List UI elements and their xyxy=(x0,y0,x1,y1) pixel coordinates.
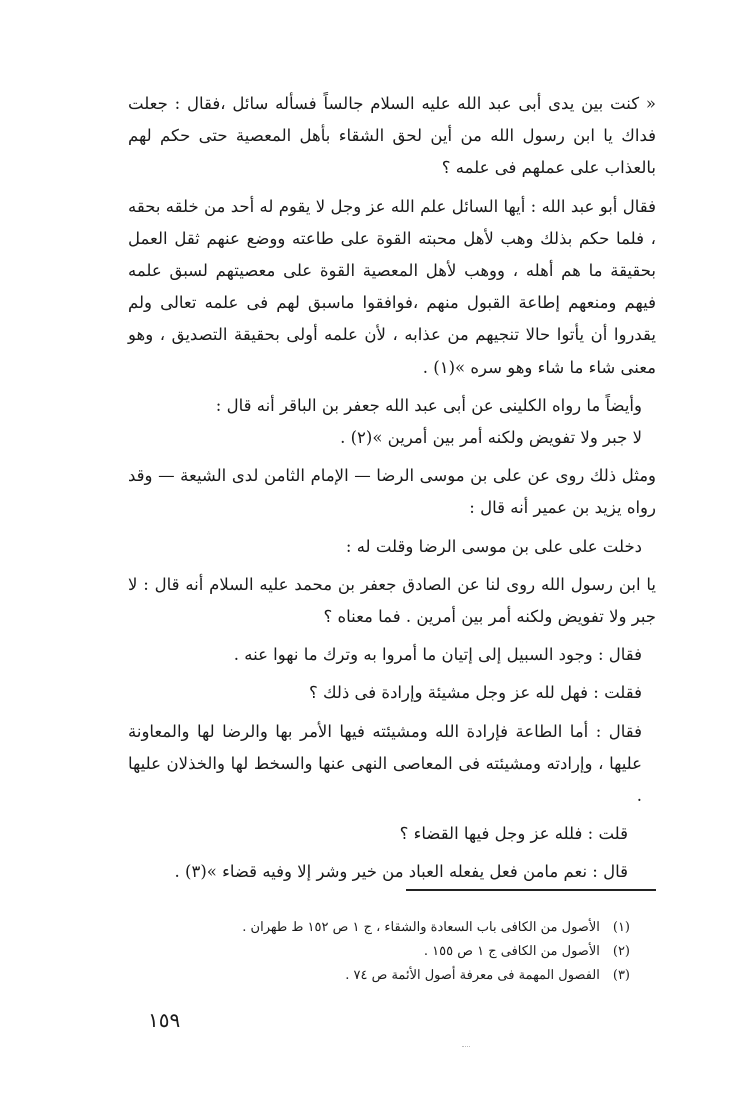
paragraph-8: فقلت : فهل لله عز وجل مشيئة وإرادة فى ذلك ؟ xyxy=(309,683,642,703)
page-number: ١٥٩ xyxy=(148,1008,181,1032)
paragraph-5: دخلت على على بن موسى الرضا وقلت له : xyxy=(345,536,642,556)
paragraph-4: ومثل ذلك روى عن على بن موسى الرضا — الإمام الثامن لدى الشيعة — وقد رواه يزيد بن عمير أنه قال : xyxy=(128,466,656,518)
footnotes xyxy=(180,916,630,988)
footnote-number: (١) xyxy=(612,920,630,935)
footnote-1 xyxy=(180,916,630,940)
footnote-divider xyxy=(406,889,656,891)
footnote-number: (٣) xyxy=(612,968,630,983)
footnote-text: الأصول من الكافى ج ١ ص ١٥٥ . xyxy=(423,944,600,959)
paragraph-1: « كنت بين يدى أبى عبد الله عليه السلام جالساً فسأله سائل ،فقال : جعلت فداك يا ابن رسول الله من أين لحق الشقاء بأهل المعصية حتى حكم لهم بالعذاب على عملهم فى علمه ؟ xyxy=(128,94,656,178)
footnote-3 xyxy=(180,964,630,988)
main-text xyxy=(128,88,670,895)
paragraph-3b: لا جبر ولا تفويض ولكنه أمر بين أمرين »(٢) . xyxy=(340,428,642,448)
paragraph-3a: وأيضاً ما رواه الكلينى عن أبى عبد الله جعفر بن الباقر أنه قال : xyxy=(215,395,642,415)
footnote-text: الأصول من الكافى باب السعادة والشقاء ، ج ١ ص ١٥٢ ط طهران . xyxy=(242,920,600,935)
scan-speck xyxy=(462,1046,470,1050)
paragraph-11: قال : نعم مامن فعل يفعله العباد من خير وشر إلا وفيه قضاء »(٣) . xyxy=(174,862,628,882)
paragraph-10: قلت : فلله عز وجل فيها القضاء ؟ xyxy=(399,824,628,844)
footnote-2 xyxy=(180,940,630,964)
paragraph-7: فقال : وجود السبيل إلى إتيان ما أمروا به وترك ما نهوا عنه . xyxy=(233,645,642,665)
paragraph-6: يا ابن رسول الله روى لنا عن الصادق جعفر بن محمد عليه السلام أنه قال : لا جبر ولا تفويض ولكنه أمر بين أمرين . فما معناه ؟ xyxy=(128,574,656,627)
paragraph-9: فقال : أما الطاعة فإرادة الله ومشيئته فيها الأمر بها والرضا لها والمعاونة عليها ، وإرادته ومشيئته فى المعاصى النهى عنها والسخط لها والخذلان عليها . xyxy=(128,721,642,806)
footnote-text: الفصول المهمة فى معرفة أصول الأئمة ص ٧٤ . xyxy=(345,968,600,983)
paragraph-2: فقال أبو عبد الله : أيها السائل علم الله عز وجل لا يقوم له أحد من خلقه بحقه ، فلما حكم بذلك وهب لأهل محبته القوة على طاعته ووضع عنهم ثقل العمل بحقيقة ما هم أهله ، ووهب لأهل المعصية القوة على معصيتهم لسبق علمه فيهم ومنعهم إطاعة القبول منهم ،فوافقوا ماسبق لهم فى علمه تعالى ولم يقدروا أن يأتوا حالا تنجيهم من عذابه ، لأن علمه أولى بحقيقة التصديق ، وهو معنى شاء ما شاء وهو سره »(١) . xyxy=(128,196,656,377)
footnote-number: (٢) xyxy=(612,944,630,959)
